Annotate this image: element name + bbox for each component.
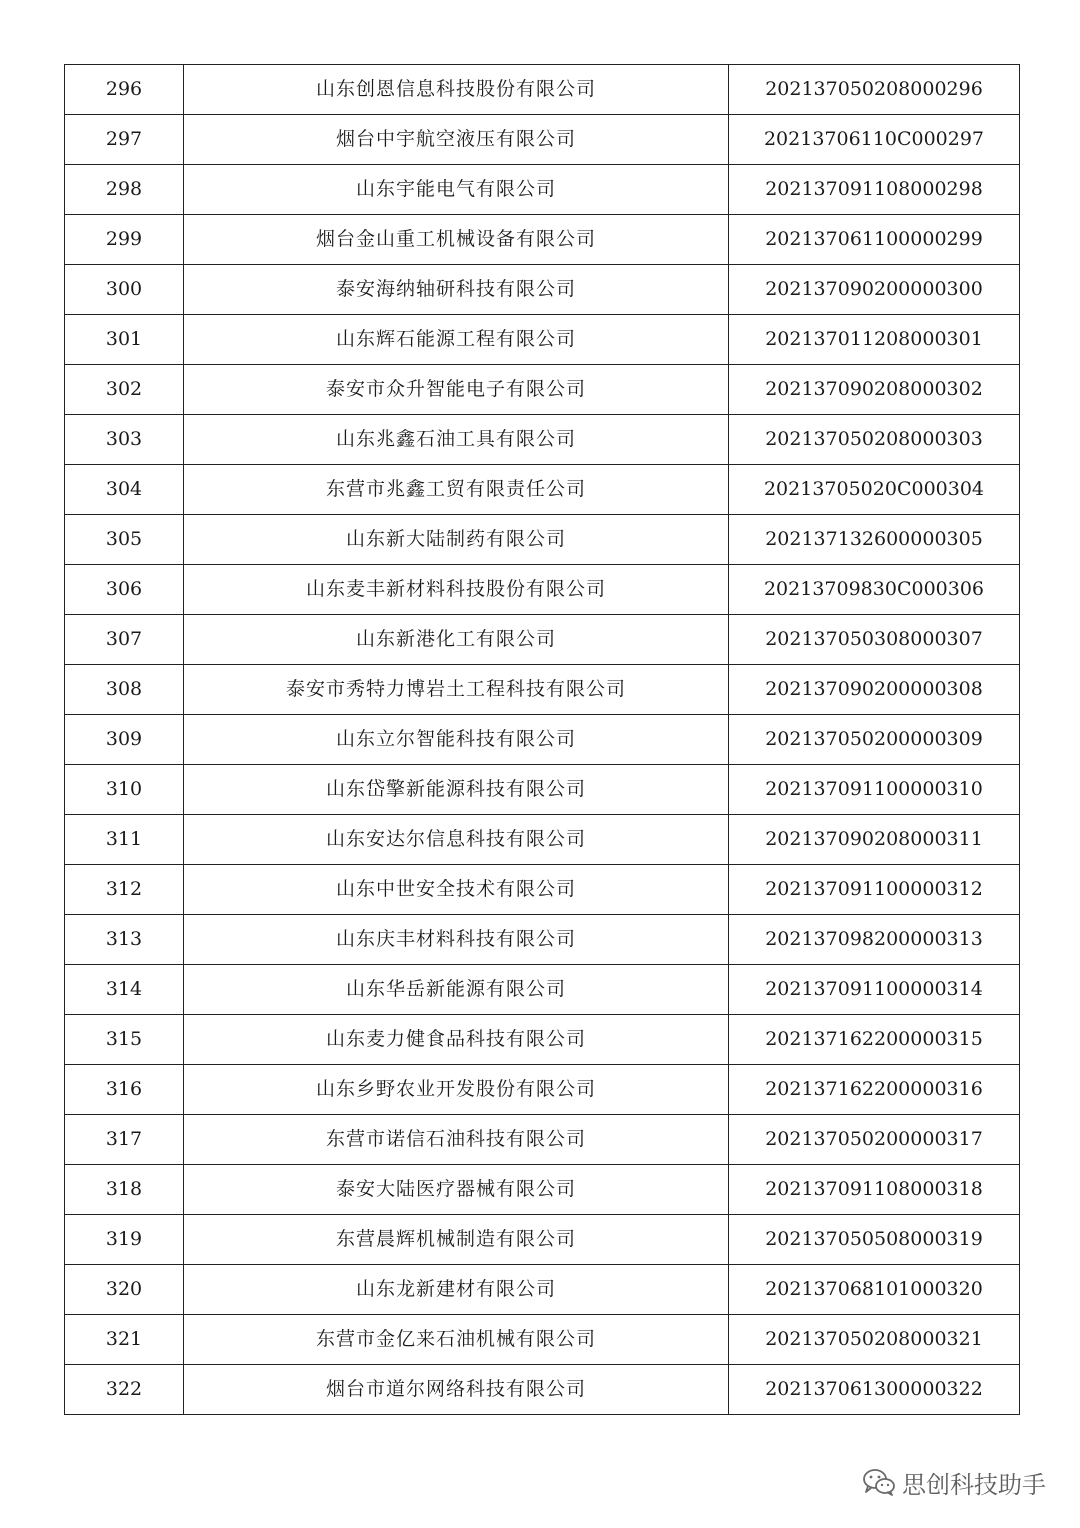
table-row (65, 365, 1020, 415)
row-number-cell: 319 (65, 1215, 184, 1265)
registration-code-cell: 202137090208000311 (729, 815, 1020, 865)
registration-code-cell: 202137050200000309 (729, 715, 1020, 765)
company-name-cell: 山东麦丰新材料科技股份有限公司 (184, 565, 729, 615)
registration-code-cell: 202137162200000315 (729, 1015, 1020, 1065)
registration-code-cell: 202137132600000305 (729, 515, 1020, 565)
table-row (65, 1365, 1020, 1415)
company-name-cell: 山东立尔智能科技有限公司 (184, 715, 729, 765)
company-name-cell: 山东麦力健食品科技有限公司 (184, 1015, 729, 1065)
table-row (65, 1065, 1020, 1115)
registration-code-cell: 202137050208000303 (729, 415, 1020, 465)
row-number-cell: 305 (65, 515, 184, 565)
table-row (65, 1165, 1020, 1215)
registration-code-cell: 202137011208000301 (729, 315, 1020, 365)
company-name-cell: 东营市诺信石油科技有限公司 (184, 1115, 729, 1165)
row-number-cell: 303 (65, 415, 184, 465)
registration-code-cell: 20213705020C000304 (729, 465, 1020, 515)
registration-code-cell: 202137090200000308 (729, 665, 1020, 715)
company-name-cell: 山东庆丰材料科技有限公司 (184, 915, 729, 965)
registration-code-cell: 202137091100000314 (729, 965, 1020, 1015)
company-name-cell: 山东华岳新能源有限公司 (184, 965, 729, 1015)
company-name-cell: 泰安市秀特力博岩土工程科技有限公司 (184, 665, 729, 715)
watermark-text: 思创科技助手 (902, 1470, 1046, 1499)
company-name-cell: 山东安达尔信息科技有限公司 (184, 815, 729, 865)
registration-code-cell: 202137098200000313 (729, 915, 1020, 965)
row-number-cell: 308 (65, 665, 184, 715)
registration-code-cell: 202137091100000312 (729, 865, 1020, 915)
table-row (65, 965, 1020, 1015)
company-name-cell: 山东新港化工有限公司 (184, 615, 729, 665)
registration-code-cell: 202137090208000302 (729, 365, 1020, 415)
table-row (65, 65, 1020, 115)
table-row (65, 215, 1020, 265)
company-name-cell: 山东新大陆制药有限公司 (184, 515, 729, 565)
wechat-icon (862, 1467, 896, 1497)
row-number-cell: 309 (65, 715, 184, 765)
table-row (65, 115, 1020, 165)
company-name-cell: 泰安大陆医疗器械有限公司 (184, 1165, 729, 1215)
table-row (65, 1215, 1020, 1265)
table-row (65, 1315, 1020, 1365)
company-name-cell: 山东兆鑫石油工具有限公司 (184, 415, 729, 465)
company-name-cell: 山东宇能电气有限公司 (184, 165, 729, 215)
company-name-cell: 山东乡野农业开发股份有限公司 (184, 1065, 729, 1115)
registration-code-cell: 202137050508000319 (729, 1215, 1020, 1265)
row-number-cell: 311 (65, 815, 184, 865)
row-number-cell: 322 (65, 1365, 184, 1415)
row-number-cell: 300 (65, 265, 184, 315)
row-number-cell: 313 (65, 915, 184, 965)
row-number-cell: 307 (65, 615, 184, 665)
registration-code-cell: 202137050208000296 (729, 65, 1020, 115)
table-row (65, 865, 1020, 915)
table-row (65, 1265, 1020, 1315)
row-number-cell: 318 (65, 1165, 184, 1215)
row-number-cell: 310 (65, 765, 184, 815)
row-number-cell: 320 (65, 1265, 184, 1315)
registration-code-cell: 202137091108000318 (729, 1165, 1020, 1215)
table-row (65, 665, 1020, 715)
company-name-cell: 东营晨辉机械制造有限公司 (184, 1215, 729, 1265)
row-number-cell: 306 (65, 565, 184, 615)
row-number-cell: 298 (65, 165, 184, 215)
company-name-cell: 山东龙新建材有限公司 (184, 1265, 729, 1315)
company-registry-table (64, 64, 1020, 1415)
row-number-cell: 296 (65, 65, 184, 115)
table-row (65, 315, 1020, 365)
row-number-cell: 316 (65, 1065, 184, 1115)
row-number-cell: 297 (65, 115, 184, 165)
row-number-cell: 299 (65, 215, 184, 265)
company-name-cell: 山东中世安全技术有限公司 (184, 865, 729, 915)
registration-code-cell: 202137050208000321 (729, 1315, 1020, 1365)
row-number-cell: 312 (65, 865, 184, 915)
table-row (65, 765, 1020, 815)
registration-code-cell: 202137091108000298 (729, 165, 1020, 215)
registration-code-cell: 202137068101000320 (729, 1265, 1020, 1315)
company-name-cell: 烟台市道尔网络科技有限公司 (184, 1365, 729, 1415)
row-number-cell: 315 (65, 1015, 184, 1065)
table-row (65, 165, 1020, 215)
registration-code-cell: 202137050308000307 (729, 615, 1020, 665)
table-row (65, 1115, 1020, 1165)
table-row (65, 515, 1020, 565)
registration-code-cell: 202137061300000322 (729, 1365, 1020, 1415)
row-number-cell: 314 (65, 965, 184, 1015)
company-name-cell: 烟台金山重工机械设备有限公司 (184, 215, 729, 265)
registration-code-cell: 202137162200000316 (729, 1065, 1020, 1115)
registration-code-cell: 202137090200000300 (729, 265, 1020, 315)
table-row (65, 265, 1020, 315)
row-number-cell: 304 (65, 465, 184, 515)
row-number-cell: 301 (65, 315, 184, 365)
company-name-cell: 泰安市众升智能电子有限公司 (184, 365, 729, 415)
table-row (65, 615, 1020, 665)
table-body (65, 65, 1020, 1415)
table-row (65, 915, 1020, 965)
table-row (65, 565, 1020, 615)
table-row (65, 465, 1020, 515)
registration-code-cell: 20213706110C000297 (729, 115, 1020, 165)
row-number-cell: 321 (65, 1315, 184, 1365)
registration-code-cell: 20213709830C000306 (729, 565, 1020, 615)
company-name-cell: 烟台中宇航空液压有限公司 (184, 115, 729, 165)
table-row (65, 415, 1020, 465)
row-number-cell: 317 (65, 1115, 184, 1165)
table-row (65, 1015, 1020, 1065)
registration-code-cell: 202137091100000310 (729, 765, 1020, 815)
company-name-cell: 山东创恩信息科技股份有限公司 (184, 65, 729, 115)
company-name-cell: 山东岱擎新能源科技有限公司 (184, 765, 729, 815)
account-watermark (862, 1462, 1046, 1502)
company-name-cell: 东营市兆鑫工贸有限责任公司 (184, 465, 729, 515)
company-name-cell: 山东辉石能源工程有限公司 (184, 315, 729, 365)
row-number-cell: 302 (65, 365, 184, 415)
table-row (65, 715, 1020, 765)
registration-code-cell: 202137061100000299 (729, 215, 1020, 265)
company-name-cell: 东营市金亿来石油机械有限公司 (184, 1315, 729, 1365)
registration-code-cell: 202137050200000317 (729, 1115, 1020, 1165)
company-name-cell: 泰安海纳轴研科技有限公司 (184, 265, 729, 315)
table-row (65, 815, 1020, 865)
